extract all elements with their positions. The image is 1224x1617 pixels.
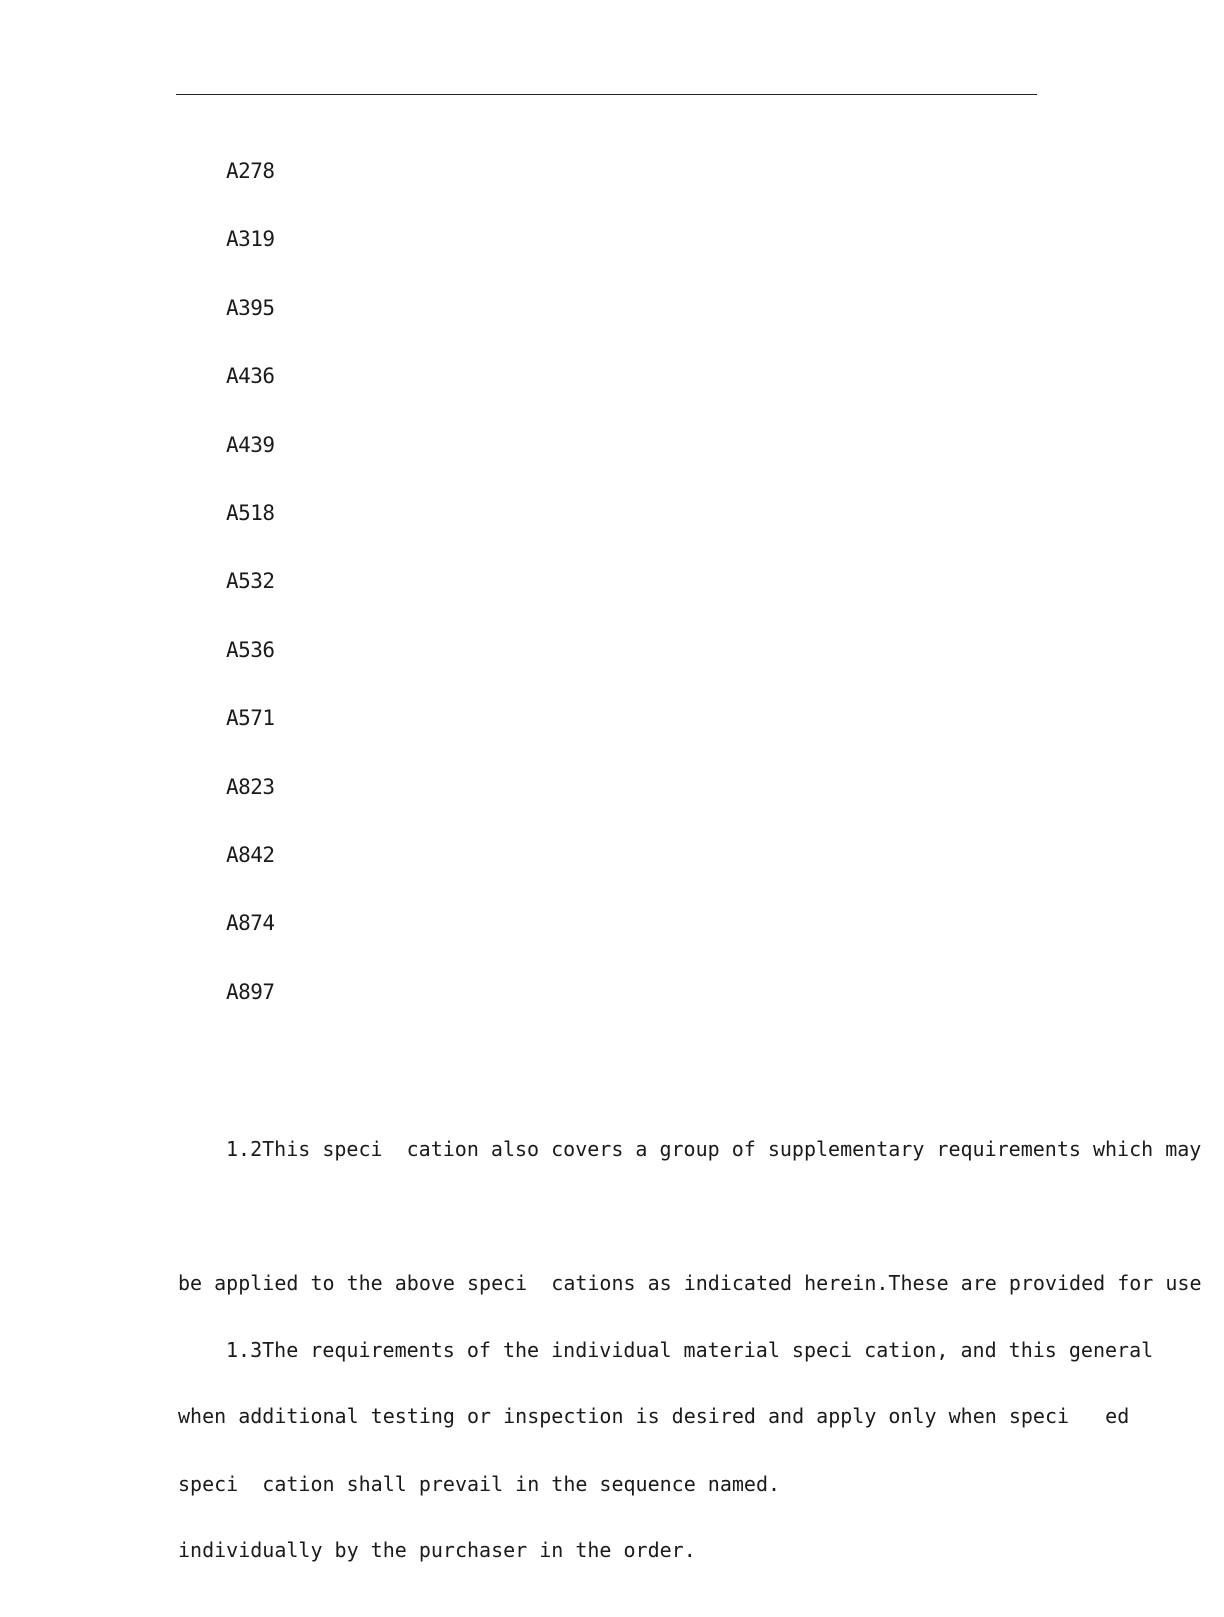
spec-item: A395: [226, 295, 275, 320]
paragraph-1-3: [178, 1239, 1153, 1551]
spec-item: A897: [226, 979, 275, 1004]
paragraph-line: when additional testing or inspection is desired and apply only when speci ed: [178, 1404, 1130, 1428]
spec-item: A532: [226, 569, 275, 594]
spec-item: A536: [226, 637, 275, 662]
spec-item: A518: [226, 500, 275, 525]
spec-item: A874: [226, 911, 275, 936]
paragraph-line: 1.3The requirements of the individual material speci cation, and this general: [226, 1338, 1154, 1362]
paragraph-line: individually by the purchaser in the order.: [178, 1537, 696, 1562]
paragraph-line: be applied to the above speci cations as indicated herein.These are provided for use: [178, 1270, 1202, 1295]
spec-item: A571: [226, 706, 275, 731]
spec-item: A842: [226, 842, 275, 867]
spec-item: A823: [226, 774, 275, 799]
spec-item: A278: [226, 159, 275, 183]
spec-item: A439: [226, 432, 275, 457]
paragraph-line: 1.2This speci cation also covers a group of supplementary requirements which may: [226, 1137, 1202, 1161]
spec-item: A436: [226, 364, 275, 389]
header-rule: [176, 94, 1037, 95]
spec-list: [226, 158, 275, 1047]
paragraph-line: speci cation shall prevail in the sequence named.: [178, 1471, 781, 1496]
spec-item: A319: [226, 227, 275, 252]
